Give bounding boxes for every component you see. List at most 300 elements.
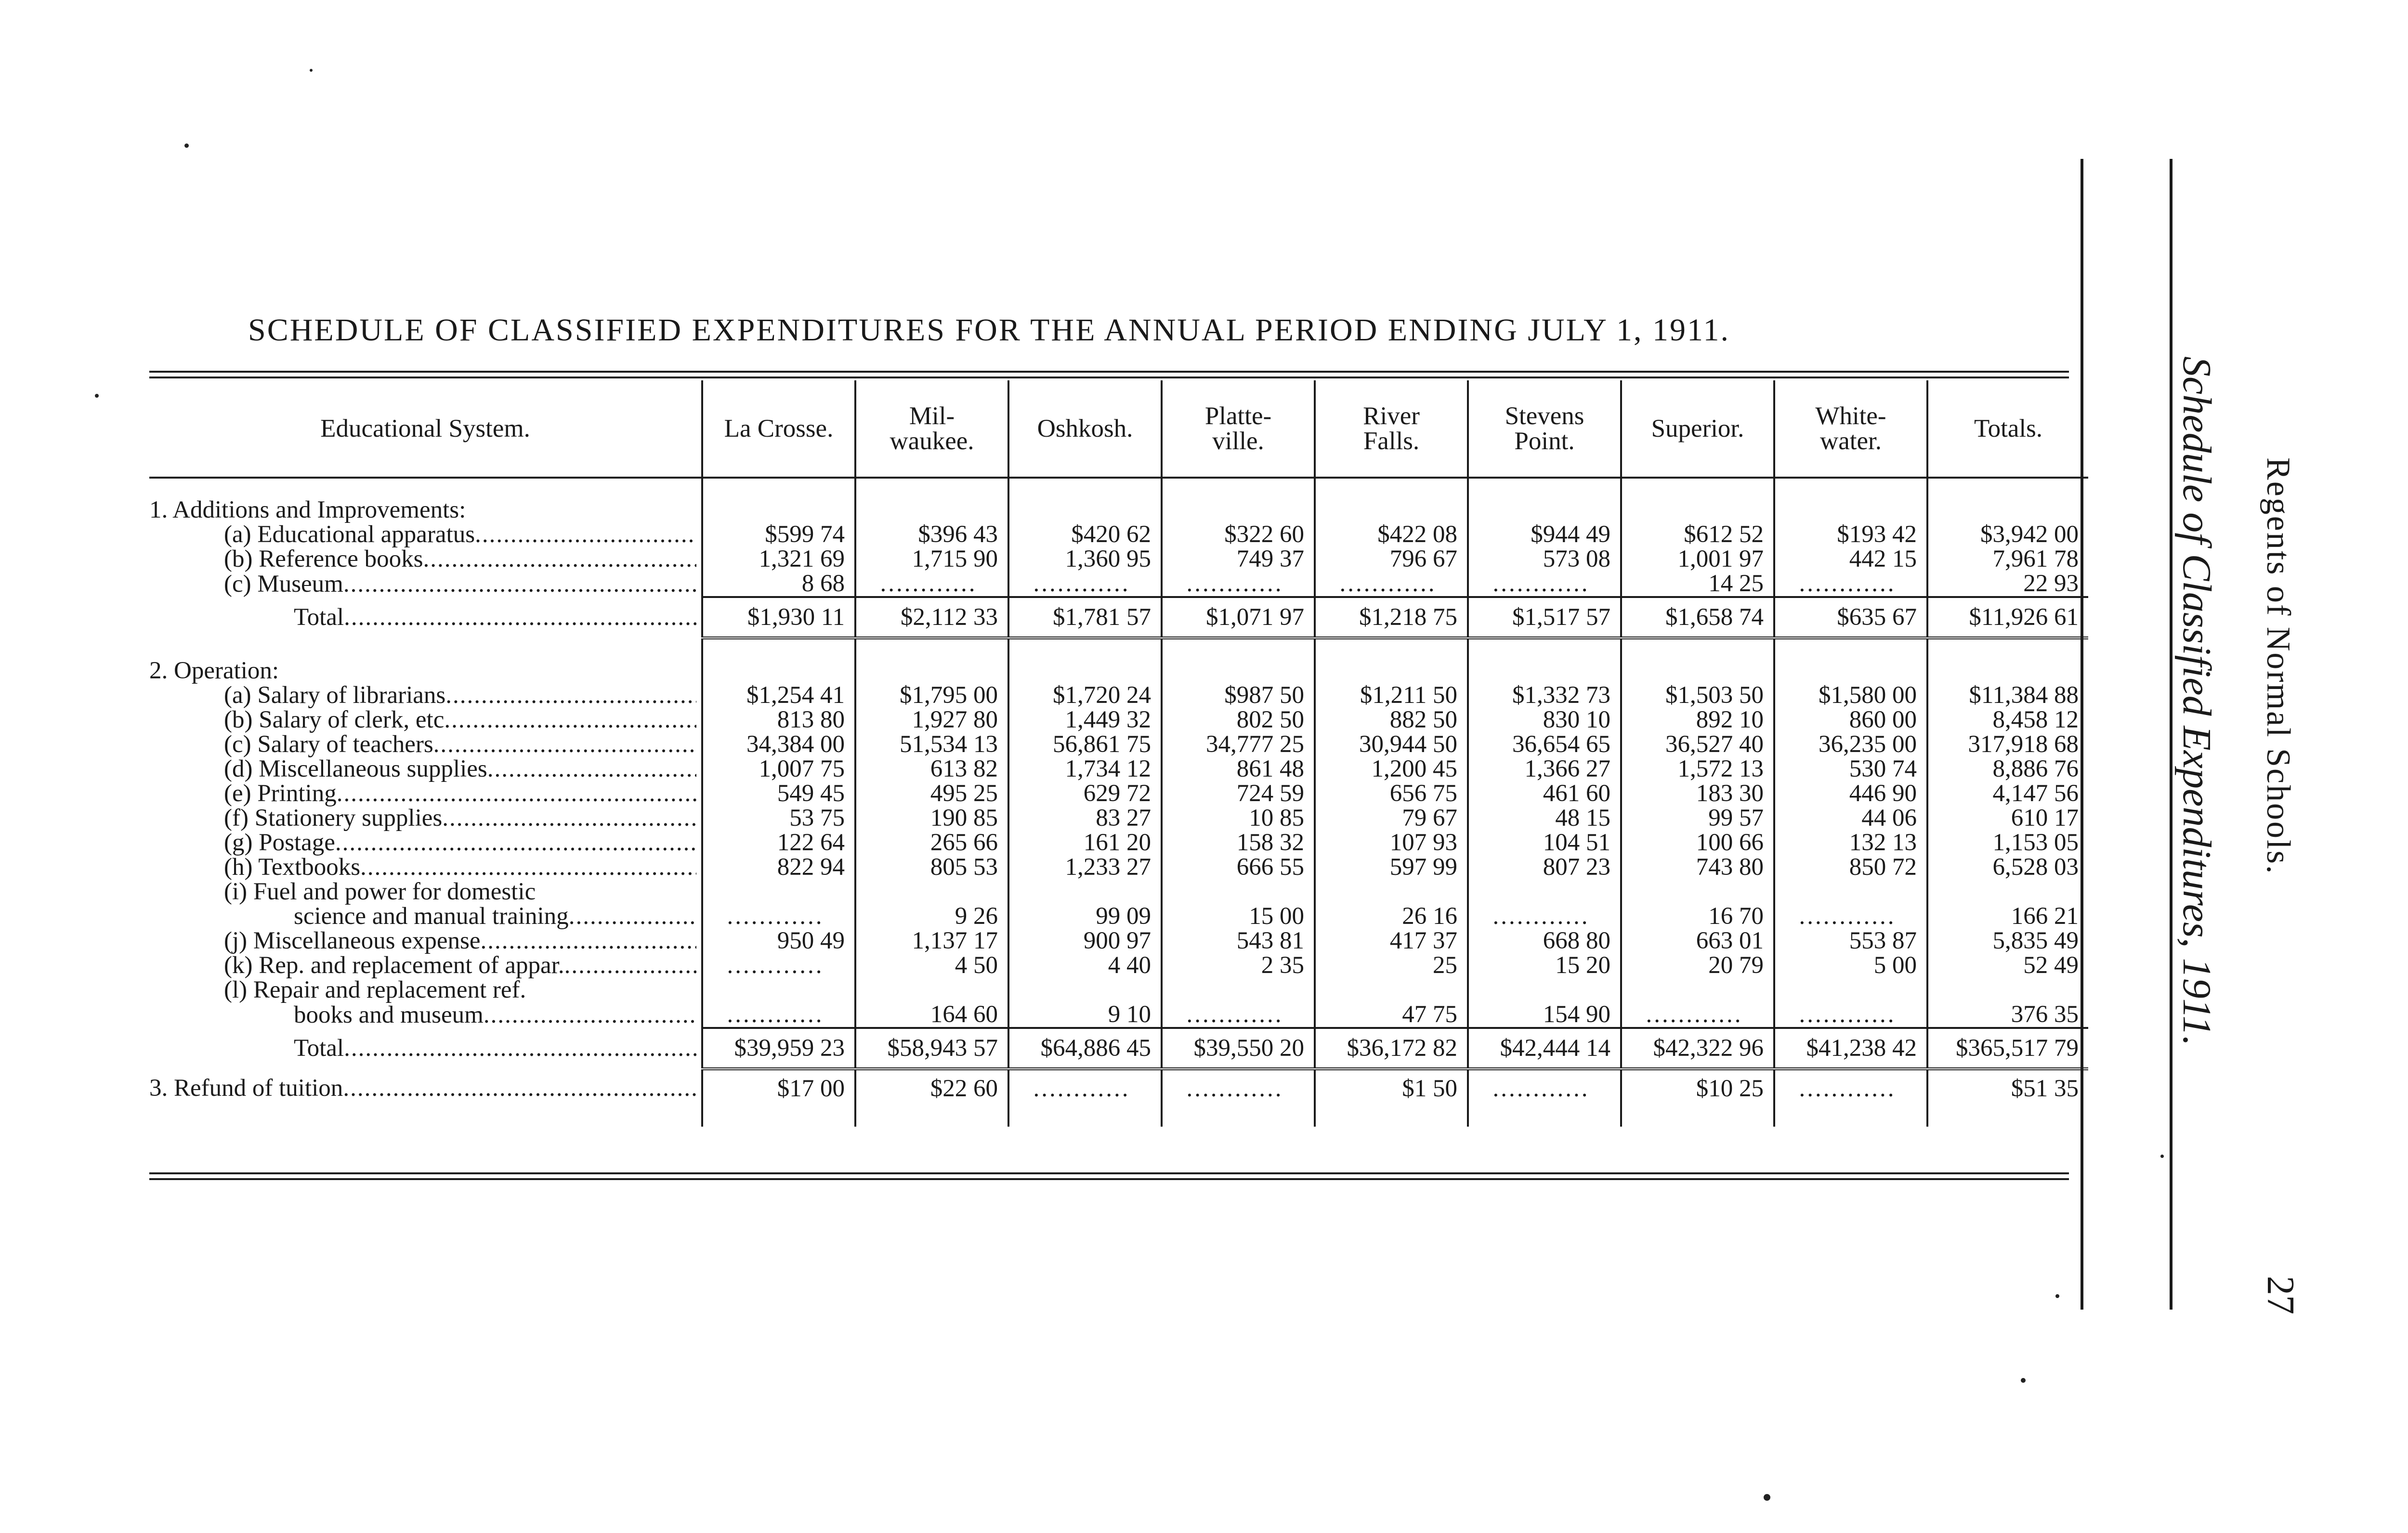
speck: [2055, 1294, 2059, 1298]
col-header-riverfalls: River Falls.: [1315, 380, 1468, 478]
value-cell: [1008, 498, 1162, 522]
value-cell: 36,654 65: [1468, 732, 1621, 757]
value-cell: 164 60: [855, 1002, 1008, 1028]
value-cell: 7,961 78: [1927, 547, 2088, 572]
value-cell: [1315, 978, 1468, 1002]
value-cell: [1774, 904, 1927, 929]
value-cell: 543 81: [1162, 929, 1315, 953]
row-label: science and manual training .....: [149, 904, 702, 929]
value-cell: [702, 659, 855, 683]
section-heading: [149, 659, 2088, 683]
value-cell: [1315, 572, 1468, 597]
speck: [2160, 1155, 2164, 1158]
value-cell: [1162, 572, 1315, 597]
value-cell: 83 27: [1008, 806, 1162, 831]
value-cell: 553 87: [1774, 929, 1927, 953]
value-cell: [855, 659, 1008, 683]
value-cell: 52 49: [1927, 953, 2088, 978]
dot-leader: [1778, 572, 1917, 596]
value-cell: 813 80: [702, 708, 855, 732]
value-cell: $987 50: [1162, 683, 1315, 708]
value-cell: 4 50: [855, 953, 1008, 978]
value-cell: 56,861 75: [1008, 732, 1162, 757]
value-cell: [1008, 572, 1162, 597]
value-cell: [1774, 572, 1927, 597]
row-label: (e) Printing .....: [149, 781, 702, 806]
row-label: (a) Salary of librarians .....: [149, 683, 702, 708]
value-cell: 53 75: [702, 806, 855, 831]
col-header-whitewater: White- water.: [1774, 380, 1927, 478]
value-cell: 1,572 13: [1621, 757, 1774, 781]
value-cell: 530 74: [1774, 757, 1927, 781]
value-cell: 79 67: [1315, 806, 1468, 831]
value-cell: 8 68: [702, 572, 855, 597]
value-cell: $1,658 74: [1621, 597, 1774, 638]
value-cell: 495 25: [855, 781, 1008, 806]
value-cell: $39,959 23: [702, 1028, 855, 1069]
value-cell: $10 25: [1621, 1069, 1774, 1107]
value-cell: 99 57: [1621, 806, 1774, 831]
value-cell: [1621, 880, 1774, 904]
value-cell: 15 00: [1162, 904, 1315, 929]
row-label: (b) Salary of clerk, etc .....: [149, 708, 702, 732]
value-cell: 807 23: [1468, 855, 1621, 880]
value-cell: 8,886 76: [1927, 757, 2088, 781]
row-label: (k) Rep. and replacement of appar. .....: [149, 953, 702, 978]
running-head: Regents of Normal Schools.: [2260, 457, 2297, 875]
value-cell: 154 90: [1468, 1002, 1621, 1028]
total-row: [149, 597, 2088, 638]
row-label: (l) Repair and replacement ref.: [224, 976, 526, 1003]
row-label: (i) Fuel and power for domestic: [224, 878, 536, 905]
value-cell: [702, 978, 855, 1002]
value-cell: 860 00: [1774, 708, 1927, 732]
col-header-system: Educational System.: [149, 380, 702, 478]
value-cell: [1621, 638, 1774, 659]
row-label: (d) Miscellaneous supplies .....: [149, 757, 702, 781]
value-cell: [1621, 659, 1774, 683]
value-cell: [1008, 638, 1162, 659]
value-cell: [855, 1107, 1008, 1127]
value-cell: 30,944 50: [1315, 732, 1468, 757]
value-cell: $58,943 57: [855, 1028, 1008, 1069]
row-label: Total .....: [149, 1028, 702, 1069]
value-cell: [1315, 880, 1468, 904]
dot-leader: [1778, 904, 1917, 929]
col-header-stevenspoint: Stevens Point.: [1468, 380, 1621, 478]
value-cell: [1468, 659, 1621, 683]
value-cell: [1468, 572, 1621, 597]
table-row: [149, 683, 2088, 708]
page-number: 27: [2259, 1276, 2302, 1314]
speck: [184, 143, 189, 148]
value-cell: [1162, 880, 1315, 904]
table-row: [149, 781, 2088, 806]
value-cell: 2 35: [1162, 953, 1315, 978]
value-cell: 446 90: [1774, 781, 1927, 806]
value-cell: 10 85: [1162, 806, 1315, 831]
value-cell: [1162, 638, 1315, 659]
value-cell: [1774, 1002, 1927, 1028]
col-header-lacrosse: La Crosse.: [702, 380, 855, 478]
row-label: (f) Stationery supplies .....: [149, 806, 702, 831]
value-cell: [702, 1002, 855, 1028]
value-cell: [1774, 1069, 1927, 1107]
value-cell: [702, 953, 855, 978]
value-cell: $1,930 11: [702, 597, 855, 638]
dot-leader: [706, 904, 845, 929]
table-row: [149, 757, 2088, 781]
value-cell: $1,517 57: [1468, 597, 1621, 638]
value-cell: [1162, 478, 1315, 498]
value-cell: [1774, 498, 1927, 522]
value-cell: $1,218 75: [1315, 597, 1468, 638]
value-cell: [1774, 880, 1927, 904]
side-title: Schedule of Classified Expenditures, 1911.: [2174, 356, 2219, 1046]
value-cell: $51 35: [1927, 1069, 2088, 1107]
value-cell: $422 08: [1315, 522, 1468, 547]
value-cell: $36,172 82: [1315, 1028, 1468, 1069]
value-cell: 950 49: [702, 929, 855, 953]
value-cell: 100 66: [1621, 831, 1774, 855]
table-row: [149, 904, 2088, 929]
value-cell: $1,720 24: [1008, 683, 1162, 708]
row-label: (a) Educational apparatus .....: [149, 522, 702, 547]
value-cell: 190 85: [855, 806, 1008, 831]
value-cell: 36,527 40: [1621, 732, 1774, 757]
table-row: [149, 880, 2088, 904]
value-cell: $1,503 50: [1621, 683, 1774, 708]
value-cell: [1927, 978, 2088, 1002]
value-cell: 5,835 49: [1927, 929, 2088, 953]
value-cell: 376 35: [1927, 1002, 2088, 1028]
value-cell: $42,444 14: [1468, 1028, 1621, 1069]
value-cell: [1621, 478, 1774, 498]
value-cell: 892 10: [1621, 708, 1774, 732]
value-cell: [1008, 659, 1162, 683]
value-cell: [1468, 478, 1621, 498]
spacer-row: [149, 1107, 2088, 1127]
value-cell: 34,384 00: [702, 732, 855, 757]
value-cell: 1,153 05: [1927, 831, 2088, 855]
value-cell: [1315, 478, 1468, 498]
value-cell: 805 53: [855, 855, 1008, 880]
value-cell: [1774, 978, 1927, 1002]
row-label: 2. Operation:: [149, 657, 279, 684]
speck: [2021, 1378, 2026, 1383]
value-cell: [1162, 659, 1315, 683]
value-cell: $1,332 73: [1468, 683, 1621, 708]
value-cell: $11,926 61: [1927, 597, 2088, 638]
value-cell: 183 30: [1621, 781, 1774, 806]
value-cell: [1927, 498, 2088, 522]
value-cell: [855, 880, 1008, 904]
row-label: [149, 638, 702, 659]
dot-leader: [1472, 572, 1610, 596]
value-cell: 1,927 80: [855, 708, 1008, 732]
dot-leader: [1012, 1077, 1151, 1101]
value-cell: $22 60: [855, 1069, 1008, 1107]
value-cell: $3,942 00: [1927, 522, 2088, 547]
value-cell: [1008, 1069, 1162, 1107]
table-row: [149, 978, 2088, 1002]
value-cell: 16 70: [1621, 904, 1774, 929]
table-row: [149, 831, 2088, 855]
dot-leader: [1778, 1002, 1917, 1027]
value-cell: [1927, 478, 2088, 498]
value-cell: 99 09: [1008, 904, 1162, 929]
value-cell: [1162, 1107, 1315, 1127]
value-cell: [855, 978, 1008, 1002]
value-cell: [1315, 638, 1468, 659]
value-cell: [1468, 1069, 1621, 1107]
value-cell: $1,211 50: [1315, 683, 1468, 708]
speck: [1764, 1494, 1770, 1501]
col-header-milwaukee: Mil- waukee.: [855, 380, 1008, 478]
value-cell: 166 21: [1927, 904, 2088, 929]
row-label: (j) Miscellaneous expense .....: [149, 929, 702, 953]
side-rule-1: [2081, 159, 2083, 1310]
table-row: [149, 855, 2088, 880]
value-cell: [702, 1107, 855, 1127]
value-cell: [1315, 659, 1468, 683]
table-row: [149, 1002, 2088, 1028]
value-cell: $1 50: [1315, 1069, 1468, 1107]
value-cell: 656 75: [1315, 781, 1468, 806]
dot-leader: [706, 953, 845, 978]
value-cell: [1468, 498, 1621, 522]
value-cell: $1,071 97: [1162, 597, 1315, 638]
value-cell: $635 67: [1774, 597, 1927, 638]
value-cell: 442 15: [1774, 547, 1927, 572]
row-label: 1. Additions and Improvements:: [149, 496, 466, 523]
value-cell: 8,458 12: [1927, 708, 2088, 732]
value-cell: [1927, 880, 2088, 904]
value-cell: 132 13: [1774, 831, 1927, 855]
value-cell: 724 59: [1162, 781, 1315, 806]
page-title: SCHEDULE OF CLASSIFIED EXPENDITURES FOR THE ANNUAL PERIOD ENDING JULY 1, 1911.: [248, 312, 1730, 348]
table-row: [149, 547, 2088, 572]
bottom-rule-1: [149, 1172, 2069, 1174]
table-row: [149, 929, 2088, 953]
dot-leader: [1319, 572, 1457, 596]
row-label: (c) Salary of teachers .....: [149, 732, 702, 757]
value-cell: [1774, 659, 1927, 683]
col-header-totals: Totals.: [1927, 380, 2088, 478]
value-cell: 44 06: [1774, 806, 1927, 831]
value-cell: 417 37: [1315, 929, 1468, 953]
value-cell: 882 50: [1315, 708, 1468, 732]
table-row: [149, 806, 2088, 831]
value-cell: 1,360 95: [1008, 547, 1162, 572]
value-cell: $420 62: [1008, 522, 1162, 547]
table-row: [149, 572, 2088, 597]
value-cell: 822 94: [702, 855, 855, 880]
value-cell: 317,918 68: [1927, 732, 2088, 757]
bottom-rule-2: [149, 1178, 2069, 1180]
value-cell: $39,550 20: [1162, 1028, 1315, 1069]
value-cell: [1774, 478, 1927, 498]
value-cell: 9 10: [1008, 1002, 1162, 1028]
value-cell: [1315, 1107, 1468, 1127]
value-cell: [1162, 1002, 1315, 1028]
value-cell: $599 74: [702, 522, 855, 547]
value-cell: [1927, 659, 2088, 683]
value-cell: $944 49: [1468, 522, 1621, 547]
value-cell: [1008, 978, 1162, 1002]
value-cell: $41,238 42: [1774, 1028, 1927, 1069]
speck: [310, 69, 313, 72]
row-label: Total .....: [149, 597, 702, 638]
value-cell: 573 08: [1468, 547, 1621, 572]
value-cell: 22 93: [1927, 572, 2088, 597]
value-cell: 830 10: [1468, 708, 1621, 732]
value-cell: 1,001 97: [1621, 547, 1774, 572]
value-cell: [1008, 478, 1162, 498]
value-cell: 34,777 25: [1162, 732, 1315, 757]
value-cell: [855, 572, 1008, 597]
spacer-row: [149, 638, 2088, 659]
value-cell: 14 25: [1621, 572, 1774, 597]
value-cell: $64,886 45: [1008, 1028, 1162, 1069]
value-cell: $1,781 57: [1008, 597, 1162, 638]
value-cell: 861 48: [1162, 757, 1315, 781]
value-cell: [1468, 1107, 1621, 1127]
value-cell: [702, 478, 855, 498]
dot-leader: [1165, 1077, 1304, 1101]
value-cell: 265 66: [855, 831, 1008, 855]
table-row: [149, 732, 2088, 757]
value-cell: [702, 904, 855, 929]
value-cell: [1162, 498, 1315, 522]
value-cell: 900 97: [1008, 929, 1162, 953]
row-label: 3. Refund of tuition .....: [149, 1069, 702, 1107]
value-cell: 161 20: [1008, 831, 1162, 855]
row-label: (c) Museum .....: [149, 572, 702, 597]
value-cell: [1315, 498, 1468, 522]
value-cell: 597 99: [1315, 855, 1468, 880]
dot-leader: [1472, 1077, 1610, 1101]
value-cell: 629 72: [1008, 781, 1162, 806]
value-cell: [702, 880, 855, 904]
value-cell: [702, 638, 855, 659]
value-cell: 48 15: [1468, 806, 1621, 831]
value-cell: $193 42: [1774, 522, 1927, 547]
row-label: (h) Textbooks .....: [149, 855, 702, 880]
value-cell: [1621, 978, 1774, 1002]
value-cell: 549 45: [702, 781, 855, 806]
value-cell: 1,233 27: [1008, 855, 1162, 880]
dot-leader: [706, 1002, 845, 1027]
value-cell: 1,449 32: [1008, 708, 1162, 732]
dot-leader: [859, 572, 998, 596]
value-cell: $1,580 00: [1774, 683, 1927, 708]
dot-leader: [1165, 572, 1304, 596]
value-cell: [1468, 638, 1621, 659]
row-label: books and museum .....: [149, 1002, 702, 1028]
header-row: [149, 380, 2088, 478]
value-cell: 1,715 90: [855, 547, 1008, 572]
value-cell: [1008, 880, 1162, 904]
value-cell: [855, 498, 1008, 522]
value-cell: 5 00: [1774, 953, 1927, 978]
value-cell: 25: [1315, 953, 1468, 978]
value-cell: 1,137 17: [855, 929, 1008, 953]
value-cell: 1,007 75: [702, 757, 855, 781]
value-cell: 107 93: [1315, 831, 1468, 855]
value-cell: 663 01: [1621, 929, 1774, 953]
expenditure-table: [149, 380, 2088, 1127]
col-header-platteville: Platte- ville.: [1162, 380, 1315, 478]
dot-leader: [1625, 1002, 1764, 1027]
value-cell: 796 67: [1315, 547, 1468, 572]
row-label: [149, 478, 702, 498]
value-cell: $612 52: [1621, 522, 1774, 547]
value-cell: [1468, 978, 1621, 1002]
value-cell: 51,534 13: [855, 732, 1008, 757]
speck: [95, 394, 99, 398]
value-cell: 802 50: [1162, 708, 1315, 732]
value-cell: 36,235 00: [1774, 732, 1927, 757]
value-cell: 461 60: [1468, 781, 1621, 806]
value-cell: [1468, 880, 1621, 904]
value-cell: [1621, 1002, 1774, 1028]
value-cell: [1621, 1107, 1774, 1127]
value-cell: [1162, 978, 1315, 1002]
table-row: [149, 708, 2088, 732]
value-cell: 666 55: [1162, 855, 1315, 880]
dot-leader: [1472, 904, 1610, 929]
value-cell: [1927, 638, 2088, 659]
col-header-superior: Superior.: [1621, 380, 1774, 478]
value-cell: 1,366 27: [1468, 757, 1621, 781]
value-cell: 668 80: [1468, 929, 1621, 953]
value-cell: 4,147 56: [1927, 781, 2088, 806]
value-cell: [1927, 1107, 2088, 1127]
value-cell: $2,112 33: [855, 597, 1008, 638]
row-label: (g) Postage .....: [149, 831, 702, 855]
section-heading: [149, 498, 2088, 522]
dot-leader: [1012, 572, 1151, 596]
value-cell: 9 26: [855, 904, 1008, 929]
col-header-oshkosh: Oshkosh.: [1008, 380, 1162, 478]
value-cell: $365,517 79: [1927, 1028, 2088, 1069]
value-cell: [1621, 498, 1774, 522]
value-cell: $42,322 96: [1621, 1028, 1774, 1069]
spacer-row: [149, 478, 2088, 498]
top-rule-2: [149, 377, 2069, 378]
value-cell: 104 51: [1468, 831, 1621, 855]
row-label: (b) Reference books .....: [149, 547, 702, 572]
value-cell: [1774, 638, 1927, 659]
value-cell: 26 16: [1315, 904, 1468, 929]
value-cell: 47 75: [1315, 1002, 1468, 1028]
table-row: [149, 522, 2088, 547]
value-cell: 6,528 03: [1927, 855, 2088, 880]
value-cell: [702, 498, 855, 522]
value-cell: 610 17: [1927, 806, 2088, 831]
value-cell: $17 00: [702, 1069, 855, 1107]
value-cell: 1,321 69: [702, 547, 855, 572]
refund-row: [149, 1069, 2088, 1107]
top-rule-1: [149, 371, 2069, 373]
value-cell: 743 80: [1621, 855, 1774, 880]
value-cell: 749 37: [1162, 547, 1315, 572]
value-cell: [1008, 1107, 1162, 1127]
value-cell: 850 72: [1774, 855, 1927, 880]
table-row: [149, 953, 2088, 978]
value-cell: $1,795 00: [855, 683, 1008, 708]
